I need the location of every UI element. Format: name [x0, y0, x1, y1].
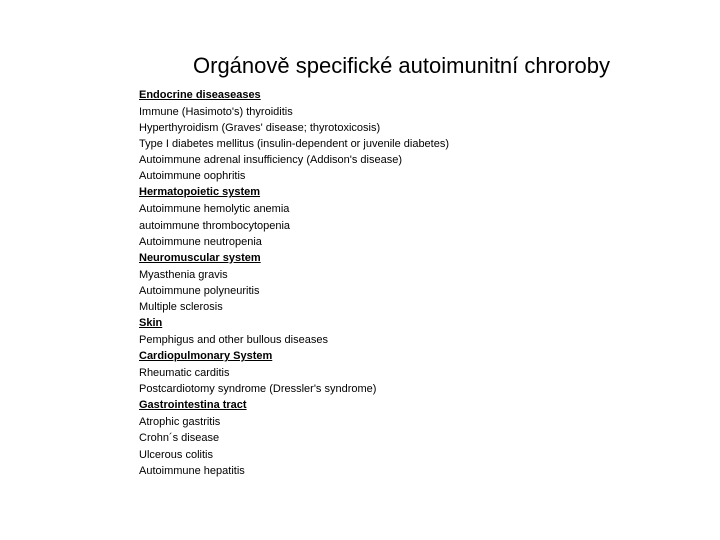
list-item: Autoimmune hemolytic anemia [139, 203, 290, 216]
list-item: Immune (Hasimoto's) thyroiditis [139, 106, 293, 118]
section-heading: Hermatopoietic system [139, 186, 261, 199]
section-heading: Skin [139, 317, 163, 330]
list-item: autoimmune thrombocytopenia [139, 219, 291, 232]
list-item: Autoimmune oophritis [139, 170, 246, 183]
list-item: Myasthenia gravis [139, 268, 228, 281]
disease-list-inner [139, 90, 449, 479]
list-item: Pemphigus and other bullous diseases [139, 334, 328, 347]
list-item: Crohn´s disease [139, 432, 220, 445]
list-item: Postcardiotomy syndrome (Dressler's syndrome) [139, 383, 377, 396]
slide-title: Orgánově specifické autoimunitní chroroby [193, 53, 610, 78]
list-item: Autoimmune adrenal insufficiency (Addison's disease) [139, 154, 402, 167]
list-item: Autoimmune hepatitis [139, 464, 245, 477]
list-item: Autoimmune polyneuritis [139, 284, 260, 297]
list-item: Rheumatic carditis [139, 367, 230, 380]
list-item: Hyperthyroidism (Graves' disease; thyrotoxicosis) [139, 122, 381, 135]
list-item: Ulcerous colitis [139, 448, 213, 461]
section-heading: Cardiopulmonary System [139, 350, 273, 363]
disease-list [139, 90, 659, 490]
section-heading: Gastrointestina tract [139, 399, 247, 412]
list-item: Autoimmune neutropenia [139, 235, 262, 248]
section-heading: Neuromuscular system [139, 251, 261, 264]
list-item: Multiple sclerosis [139, 300, 223, 313]
list-item: Type I diabetes mellitus (insulin-dependent or juvenile diabetes) [139, 138, 450, 151]
section-heading: Endocrine diseaseases [139, 90, 261, 101]
list-item: Atrophic gastritis [139, 416, 221, 429]
